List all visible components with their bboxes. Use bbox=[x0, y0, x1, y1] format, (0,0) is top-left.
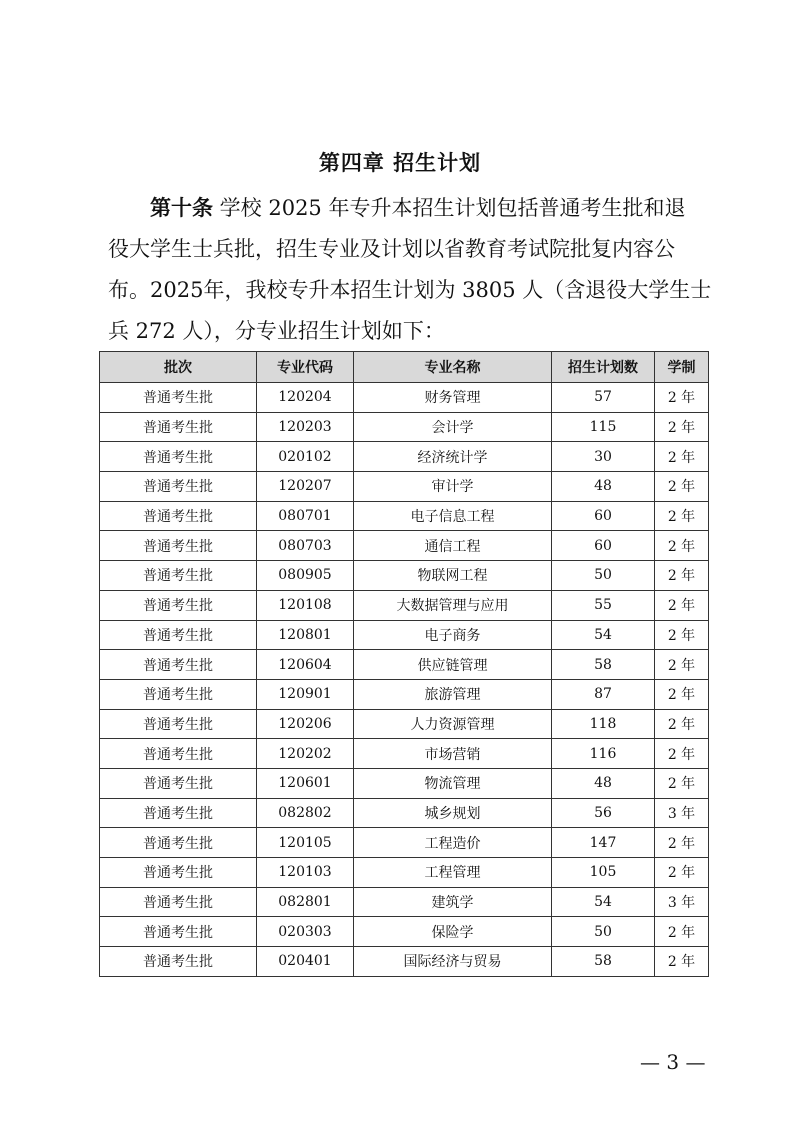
cell-major-code: 082802 bbox=[257, 798, 354, 828]
cell-duration: 3 年 bbox=[655, 887, 709, 917]
cell-major-name: 电子商务 bbox=[354, 620, 552, 650]
cell-duration: 2 年 bbox=[655, 412, 709, 442]
table-row bbox=[100, 739, 709, 769]
cell-major-code: 020401 bbox=[257, 947, 354, 977]
cell-plan-count: 87 bbox=[552, 679, 655, 709]
cell-batch: 普通考生批 bbox=[100, 590, 257, 620]
cell-plan-count: 116 bbox=[552, 739, 655, 769]
cell-plan-count: 50 bbox=[552, 561, 655, 591]
cell-batch: 普通考生批 bbox=[100, 709, 257, 739]
header-batch: 批次 bbox=[100, 352, 257, 383]
table-row bbox=[100, 501, 709, 531]
table-row bbox=[100, 650, 709, 680]
cell-duration: 2 年 bbox=[655, 828, 709, 858]
cell-major-code: 120801 bbox=[257, 620, 354, 650]
table-row bbox=[100, 679, 709, 709]
table-body bbox=[100, 383, 709, 977]
cell-duration: 2 年 bbox=[655, 768, 709, 798]
table-row bbox=[100, 620, 709, 650]
header-duration: 学制 bbox=[655, 352, 709, 383]
cell-duration: 2 年 bbox=[655, 917, 709, 947]
table-row bbox=[100, 858, 709, 888]
cell-batch: 普通考生批 bbox=[100, 412, 257, 442]
cell-major-name: 建筑学 bbox=[354, 887, 552, 917]
cell-batch: 普通考生批 bbox=[100, 561, 257, 591]
cell-major-name: 审计学 bbox=[354, 472, 552, 502]
cell-major-code: 120108 bbox=[257, 590, 354, 620]
cell-batch: 普通考生批 bbox=[100, 383, 257, 413]
cell-major-code: 020303 bbox=[257, 917, 354, 947]
cell-batch: 普通考生批 bbox=[100, 828, 257, 858]
table-row bbox=[100, 947, 709, 977]
cell-plan-count: 115 bbox=[552, 412, 655, 442]
cell-major-name: 旅游管理 bbox=[354, 679, 552, 709]
cell-batch: 普通考生批 bbox=[100, 858, 257, 888]
cell-major-code: 120601 bbox=[257, 768, 354, 798]
cell-major-name: 人力资源管理 bbox=[354, 709, 552, 739]
cell-major-name: 供应链管理 bbox=[354, 650, 552, 680]
cell-batch: 普通考生批 bbox=[100, 768, 257, 798]
table-row bbox=[100, 412, 709, 442]
table-row bbox=[100, 828, 709, 858]
cell-plan-count: 55 bbox=[552, 590, 655, 620]
cell-batch: 普通考生批 bbox=[100, 739, 257, 769]
cell-major-code: 120207 bbox=[257, 472, 354, 502]
cell-major-code: 120103 bbox=[257, 858, 354, 888]
table-row bbox=[100, 709, 709, 739]
page-number: — 3 — bbox=[640, 1050, 706, 1074]
paragraph-line bbox=[108, 188, 700, 229]
cell-plan-count: 30 bbox=[552, 442, 655, 472]
cell-duration: 2 年 bbox=[655, 590, 709, 620]
cell-batch: 普通考生批 bbox=[100, 501, 257, 531]
table-row bbox=[100, 917, 709, 947]
cell-major-code: 020102 bbox=[257, 442, 354, 472]
header-plan-count: 招生计划数 bbox=[552, 352, 655, 383]
cell-plan-count: 50 bbox=[552, 917, 655, 947]
cell-plan-count: 147 bbox=[552, 828, 655, 858]
table-row bbox=[100, 887, 709, 917]
cell-plan-count: 54 bbox=[552, 887, 655, 917]
cell-major-code: 120202 bbox=[257, 739, 354, 769]
table-row bbox=[100, 442, 709, 472]
cell-major-name: 电子信息工程 bbox=[354, 501, 552, 531]
cell-batch: 普通考生批 bbox=[100, 472, 257, 502]
cell-duration: 2 年 bbox=[655, 531, 709, 561]
table-row bbox=[100, 531, 709, 561]
cell-major-name: 工程管理 bbox=[354, 858, 552, 888]
cell-major-name: 物流管理 bbox=[354, 768, 552, 798]
cell-plan-count: 57 bbox=[552, 383, 655, 413]
cell-major-name: 财务管理 bbox=[354, 383, 552, 413]
cell-plan-count: 105 bbox=[552, 858, 655, 888]
chapter-title: 第四章 招生计划 bbox=[318, 151, 482, 175]
cell-plan-count: 48 bbox=[552, 768, 655, 798]
cell-batch: 普通考生批 bbox=[100, 531, 257, 561]
cell-plan-count: 118 bbox=[552, 709, 655, 739]
cell-major-code: 120204 bbox=[257, 383, 354, 413]
cell-major-name: 城乡规划 bbox=[354, 798, 552, 828]
cell-plan-count: 60 bbox=[552, 531, 655, 561]
cell-major-name: 通信工程 bbox=[354, 531, 552, 561]
cell-major-name: 工程造价 bbox=[354, 828, 552, 858]
cell-major-name: 会计学 bbox=[354, 412, 552, 442]
cell-duration: 2 年 bbox=[655, 679, 709, 709]
cell-duration: 2 年 bbox=[655, 858, 709, 888]
enrollment-plan-table bbox=[99, 351, 709, 977]
cell-batch: 普通考生批 bbox=[100, 887, 257, 917]
cell-batch: 普通考生批 bbox=[100, 620, 257, 650]
cell-major-name: 大数据管理与应用 bbox=[354, 590, 552, 620]
cell-batch: 普通考生批 bbox=[100, 798, 257, 828]
cell-duration: 2 年 bbox=[655, 383, 709, 413]
table-row bbox=[100, 768, 709, 798]
cell-batch: 普通考生批 bbox=[100, 947, 257, 977]
article-label: 第十条 bbox=[150, 196, 213, 220]
paragraph-line: 布。2025年，我校专升本招生计划为 3805 人（含退役大学生士 bbox=[108, 278, 712, 302]
table-row bbox=[100, 561, 709, 591]
cell-plan-count: 58 bbox=[552, 650, 655, 680]
table-row bbox=[100, 590, 709, 620]
table-row bbox=[100, 798, 709, 828]
cell-plan-count: 56 bbox=[552, 798, 655, 828]
cell-plan-count: 54 bbox=[552, 620, 655, 650]
cell-major-code: 120901 bbox=[257, 679, 354, 709]
cell-batch: 普通考生批 bbox=[100, 442, 257, 472]
cell-plan-count: 60 bbox=[552, 501, 655, 531]
cell-major-code: 120604 bbox=[257, 650, 354, 680]
cell-duration: 2 年 bbox=[655, 650, 709, 680]
cell-major-name: 保险学 bbox=[354, 917, 552, 947]
table-header-row bbox=[100, 352, 709, 383]
cell-major-name: 市场营销 bbox=[354, 739, 552, 769]
cell-major-name: 国际经济与贸易 bbox=[354, 947, 552, 977]
cell-duration: 2 年 bbox=[655, 442, 709, 472]
article-paragraph bbox=[108, 188, 712, 352]
cell-duration: 2 年 bbox=[655, 501, 709, 531]
cell-duration: 2 年 bbox=[655, 739, 709, 769]
cell-major-code: 080703 bbox=[257, 531, 354, 561]
cell-major-name: 经济统计学 bbox=[354, 442, 552, 472]
cell-major-code: 120203 bbox=[257, 412, 354, 442]
cell-batch: 普通考生批 bbox=[100, 650, 257, 680]
cell-duration: 2 年 bbox=[655, 620, 709, 650]
cell-major-name: 物联网工程 bbox=[354, 561, 552, 591]
cell-duration: 2 年 bbox=[655, 561, 709, 591]
paragraph-line: 兵 272 人），分专业招生计划如下： bbox=[108, 319, 445, 343]
cell-batch: 普通考生批 bbox=[100, 917, 257, 947]
header-major-name: 专业名称 bbox=[354, 352, 552, 383]
cell-batch: 普通考生批 bbox=[100, 679, 257, 709]
table-row bbox=[100, 472, 709, 502]
cell-major-code: 120105 bbox=[257, 828, 354, 858]
cell-duration: 3 年 bbox=[655, 798, 709, 828]
table-row bbox=[100, 383, 709, 413]
cell-major-code: 120206 bbox=[257, 709, 354, 739]
paragraph-line: 役大学生士兵批，招生专业及计划以省教育考试院批复内容公 bbox=[108, 237, 675, 261]
cell-plan-count: 48 bbox=[552, 472, 655, 502]
cell-plan-count: 58 bbox=[552, 947, 655, 977]
cell-duration: 2 年 bbox=[655, 472, 709, 502]
paragraph-line-text: 学校 2025 年专升本招生计划包括普通考生批和退 bbox=[213, 196, 686, 220]
cell-major-code: 080701 bbox=[257, 501, 354, 531]
cell-major-code: 082801 bbox=[257, 887, 354, 917]
cell-major-code: 080905 bbox=[257, 561, 354, 591]
cell-duration: 2 年 bbox=[655, 709, 709, 739]
cell-duration: 2 年 bbox=[655, 947, 709, 977]
header-major-code: 专业代码 bbox=[257, 352, 354, 383]
